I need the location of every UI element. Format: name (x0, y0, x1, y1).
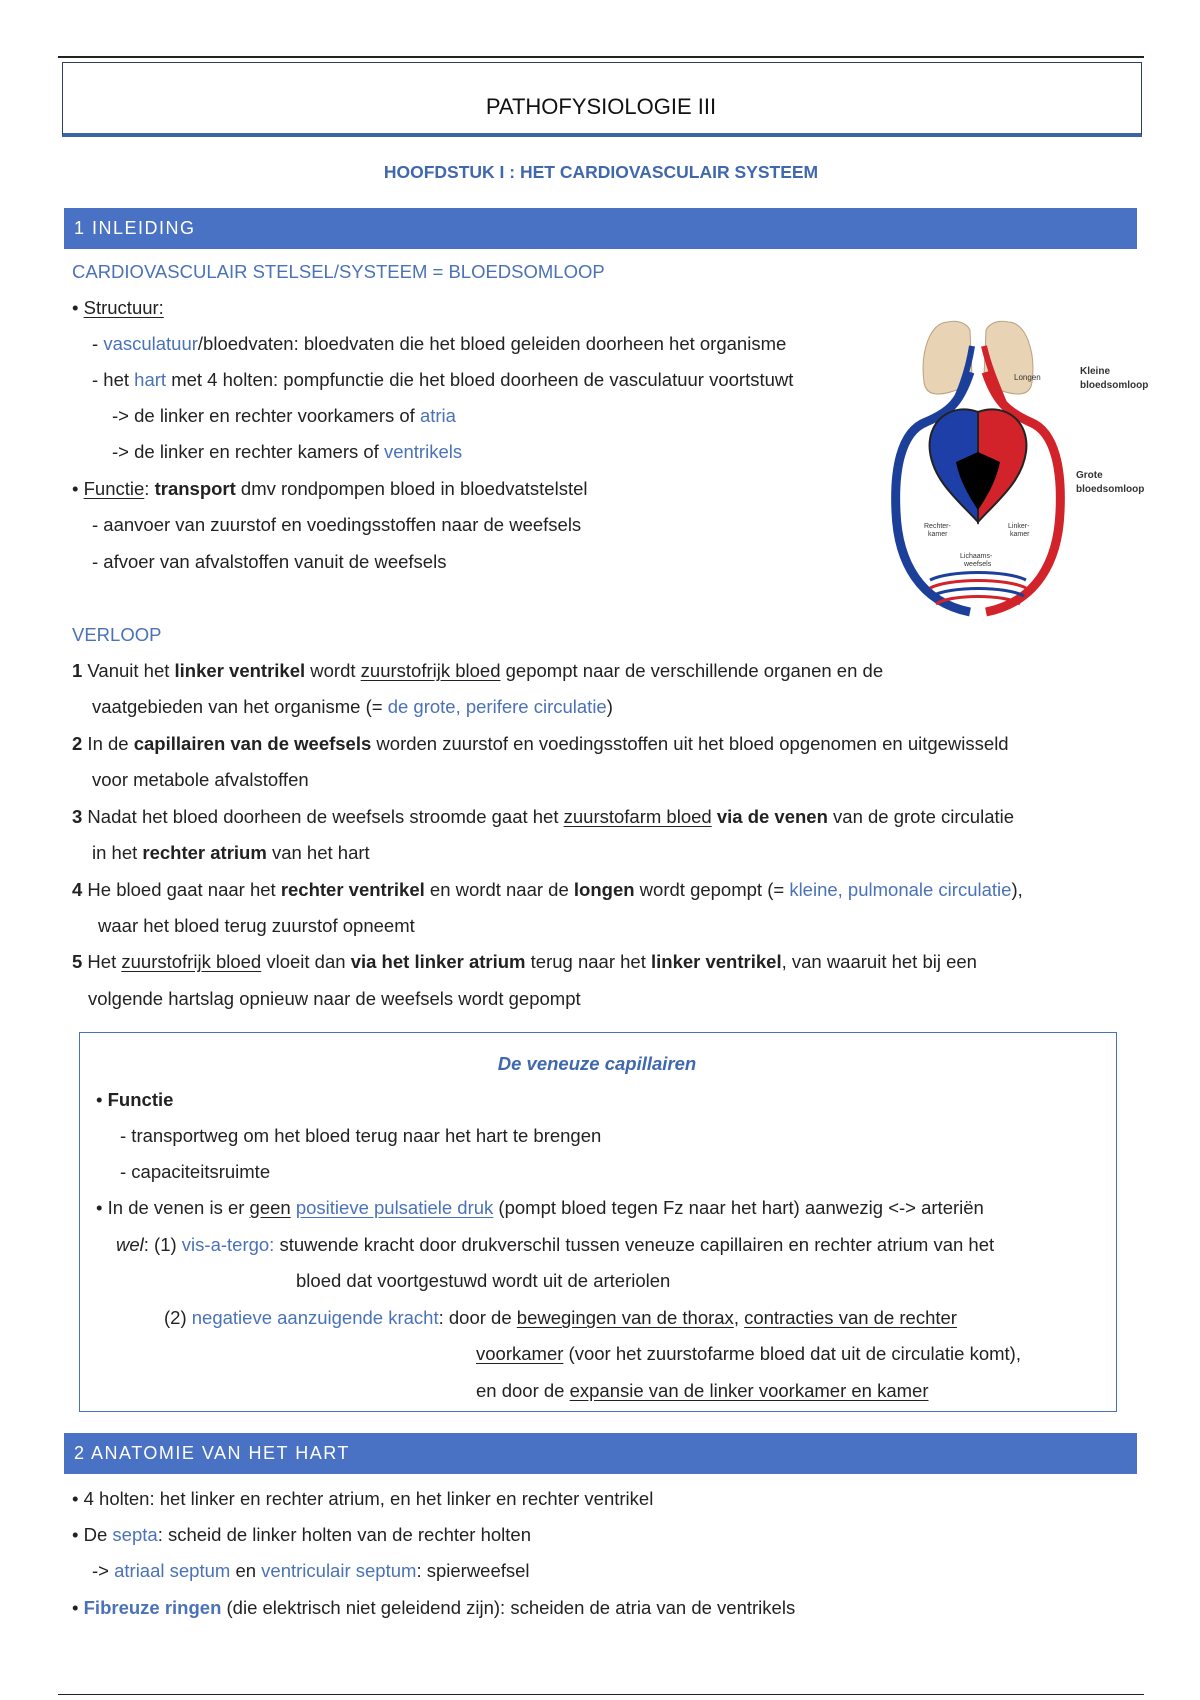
label-linker-1: Linker- (1008, 523, 1030, 530)
section-heading-anatomie: 2 ANATOMIE VAN HET HART (64, 1433, 1137, 1474)
vasculatuur-line: - vasculatuur/bloedvaten: bloedvaten die het bloed geleiden doorheen het organisme (92, 333, 787, 354)
anatomie-holten: • 4 holten: het linker en rechter atrium, en het linker en rechter ventrikel (72, 1488, 654, 1509)
atria-line: -> de linker en rechter voorkamers of atria (112, 405, 456, 426)
label-rechter-1: Rechter- (924, 523, 951, 530)
hart-line: - het hart met 4 holten: pompfunctie die het bloed doorheen de vasculatuur voortstuwt (92, 369, 794, 390)
subheading-verloop: VERLOOP (72, 624, 162, 645)
box-wel-1-cont: bloed dat voortgestuwd wordt uit de arteriolen (296, 1270, 671, 1291)
chapter-title: HOOFDSTUK I : HET CARDIOVASCULAIR SYSTEEM (383, 162, 819, 182)
top-rule (58, 56, 1144, 58)
anatomie-fibreuze-ringen: • Fibreuze ringen (die elektrisch niet geleidend zijn): scheiden de atria van de ventrikels (72, 1597, 796, 1618)
box-wel-2-cont: voorkamer (voor het zuurstofarme bloed dat uit de circulatie komt), (476, 1343, 1021, 1364)
anatomie-septa: • De septa: scheid de linker holten van de rechter holten (72, 1524, 532, 1545)
tissue-capillaries (930, 573, 1026, 605)
bottom-rule (58, 1694, 1144, 1695)
box-wel-2-cont-2: en door de expansie van de linker voorkamer en kamer (476, 1380, 929, 1401)
box-functie-bullet: • Functie (96, 1089, 174, 1110)
verloop-step-1: 1 Vanuit het linker ventrikel wordt zuurstofrijk bloed gepompt naar de verschillende organen en de (72, 660, 884, 681)
box-venen-bullet: • In de venen is er geen positieve pulsatiele druk (pompt bloed tegen Fz naar het hart) aanwezig <-> arteriën (96, 1197, 984, 1218)
label-rechter-2: kamer (928, 531, 948, 538)
verloop-step-2-cont: voor metabole afvalstoffen (92, 769, 309, 790)
box-wel-1: wel: (1) vis-a-tergo: stuwende kracht door drukverschil tussen veneuze capillairen en rechter atrium van het (116, 1234, 995, 1255)
document-title: PATHOFYSIOLOGIE III (485, 94, 717, 119)
verloop-step-4-cont: waar het bloed terug zuurstof opneemt (98, 915, 415, 936)
verloop-step-4: 4 He bloed gaat naar het rechter ventrikel en wordt naar de longen wordt gepompt (= kleine, pulmonale circulatie), (72, 879, 1023, 900)
functie-bullet: • Functie: transport dmv rondpompen bloed in bloedvatstelstel (72, 478, 588, 499)
verloop-step-2: 2 In de capillairen van de weefsels worden zuurstof en voedingsstoffen uit het bloed opgenomen en uitgewisseld (72, 733, 1009, 754)
structuur-bullet: • Structuur: (72, 297, 164, 318)
label-grote-1: Grote (1076, 470, 1103, 481)
label-linker-2: kamer (1010, 531, 1030, 538)
label-kleine-2: bloedsomloop (1080, 380, 1149, 391)
verloop-step-5: 5 Het zuurstofrijk bloed vloeit dan via het linker atrium terug naar het linker ventrikel, van waaruit het bij een (72, 951, 977, 972)
label-kleine-1: Kleine (1080, 366, 1111, 377)
verloop-step-3: 3 Nadat het bloed doorheen de weefsels stroomde gaat het zuurstofarm bloed via de venen van de grote circulatie (72, 806, 1015, 827)
aanvoer-line: - aanvoer van zuurstof en voedingsstoffen naar de weefsels (92, 514, 582, 535)
box-wel-2: (2) negatieve aanzuigende kracht: door de bewegingen van de thorax, contracties van de rechter (164, 1307, 957, 1328)
label-lichaams-2: weefsels (964, 561, 992, 568)
box-functie-1: - transportweg om het bloed terug naar het hart te brengen (120, 1125, 602, 1146)
afvoer-line: - afvoer van afvalstoffen vanuit de weefsels (92, 551, 447, 572)
ventrikels-line: -> de linker en rechter kamers of ventrikels (112, 441, 463, 462)
verloop-step-1-cont: vaatgebieden van het organisme (= de grote, perifere circulatie) (92, 696, 613, 717)
box-title: De veneuze capillairen (497, 1053, 697, 1074)
label-lichaams-1: Lichaams- (960, 553, 993, 560)
label-longen: Longen (1014, 373, 1041, 382)
verloop-step-3-cont: in het rechter atrium van het hart (92, 842, 370, 863)
circulation-diagram (890, 312, 1180, 624)
subheading-cardiovasculair: CARDIOVASCULAIR STELSEL/SYSTEEM = BLOEDSOMLOOP (72, 261, 605, 282)
section-heading-inleiding: 1 INLEIDING (64, 208, 1137, 249)
box-functie-2: - capaciteitsruimte (120, 1161, 271, 1182)
verloop-step-5-cont: volgende hartslag opnieuw naar de weefsels wordt gepompt (88, 988, 581, 1009)
label-grote-2: bloedsomloop (1076, 484, 1145, 495)
anatomie-septum-types: -> atriaal septum en ventriculair septum: spierweefsel (92, 1560, 530, 1581)
